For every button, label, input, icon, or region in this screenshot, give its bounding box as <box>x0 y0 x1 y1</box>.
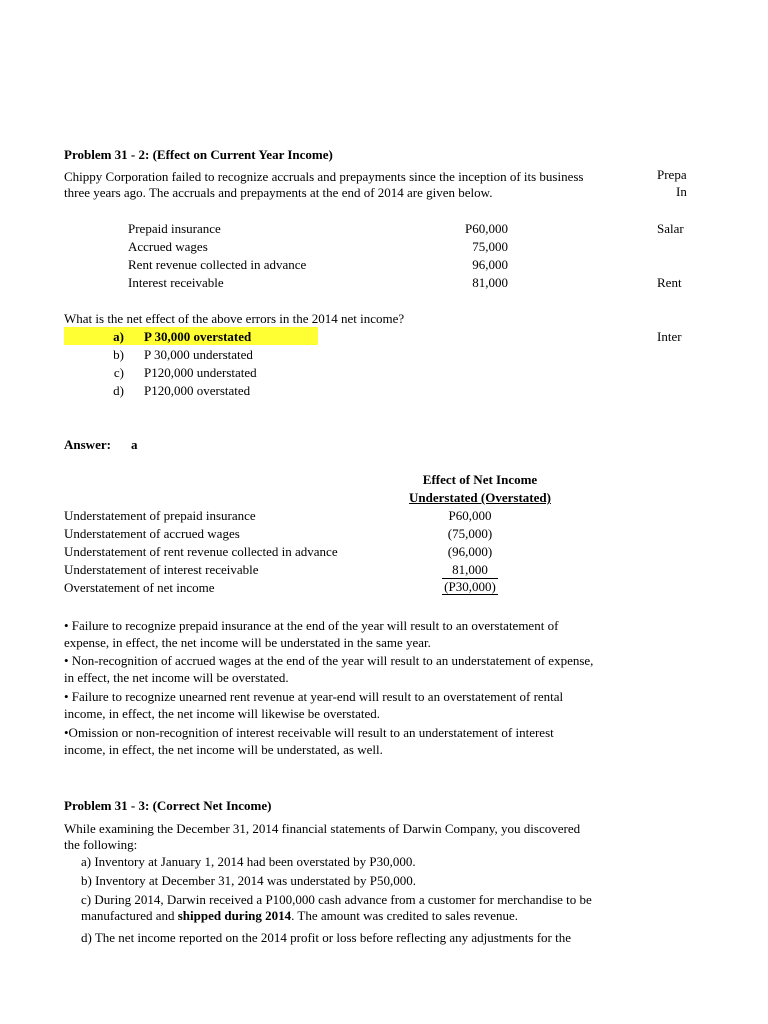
side-text: Inter <box>657 329 682 344</box>
choice-text: P120,000 overstated <box>144 383 251 398</box>
table-row-label: Understatement of rent revenue collected in advance <box>64 544 338 559</box>
item-value: 75,000 <box>472 239 508 254</box>
table-row-value: P60,000 <box>448 508 492 523</box>
problem-3-intro-line1: While examining the December 31, 2014 financial statements of Darwin Company, you discovered <box>64 821 581 836</box>
item-value: 81,000 <box>472 275 508 290</box>
table-row-label: Understatement of interest receivable <box>64 562 259 577</box>
table-row-label: Understatement of accrued wages <box>64 526 240 541</box>
table-row-label: Understatement of prepaid insurance <box>64 508 256 523</box>
item-label: Accrued wages <box>128 239 208 254</box>
item-label: Interest receivable <box>128 275 224 290</box>
item-label: Rent revenue collected in advance <box>128 257 307 272</box>
answer-value: a <box>131 437 138 452</box>
explanation-line: expense, in effect, the net income will be understated in the same year. <box>64 635 431 650</box>
problem-2-title: Problem 31 - 2: (Effect on Current Year Income) <box>64 147 333 162</box>
explanation-line: • Non-recognition of accrued wages at the end of the year will result to an understatement of expense, <box>64 653 594 668</box>
problem-3-intro-line2: the following: <box>64 837 138 852</box>
item-value: P60,000 <box>465 221 508 236</box>
item-label: Prepaid insurance <box>128 221 221 236</box>
table-row-value: (96,000) <box>447 544 493 559</box>
problem-3-item-c-line2: manufactured and shipped during 2014. The amount was credited to sales revenue. <box>81 908 518 923</box>
explanation-line: income, in effect, the net income will likewise be overstated. <box>64 706 380 721</box>
explanation-line: •Omission or non-recognition of interest receivable will result to an understatement of interest <box>64 725 554 740</box>
question-text: What is the net effect of the above errors in the 2014 net income? <box>64 311 405 326</box>
item-value: 96,000 <box>472 257 508 272</box>
problem-2-intro-line1: Chippy Corporation failed to recognize accruals and prepayments since the inception of its business <box>64 169 584 184</box>
problem-3-item-c-line1: c) During 2014, Darwin received a P100,000 cash advance from a customer for merchandise to be <box>81 892 592 907</box>
problem-2-intro-line2: three years ago. The accruals and prepayments at the end of 2014 are given below. <box>64 185 493 200</box>
table-total-value: (P30,000) <box>444 579 496 594</box>
problem-3-item-d: d) The net income reported on the 2014 profit or loss before reflecting any adjustments for the <box>81 930 572 945</box>
answer-label: Answer: <box>64 437 111 452</box>
explanation-line: • Failure to recognize prepaid insurance at the end of the year will result to an overstatement of <box>64 618 559 633</box>
explanation-line: income, in effect, the net income will be understated, as well. <box>64 742 383 757</box>
choice-letter: b) <box>113 347 124 362</box>
problem-3-item-a: a) Inventory at January 1, 2014 had been overstated by P30,000. <box>81 854 416 869</box>
side-text: In <box>676 184 687 199</box>
choice-letter: d) <box>113 383 124 398</box>
choice-letter: c) <box>113 365 124 380</box>
table-row-value: (75,000) <box>447 526 493 541</box>
explanation-line: • Failure to recognize unearned rent revenue at year-end will result to an overstatement of rental <box>64 689 564 704</box>
side-text: Rent <box>657 275 682 290</box>
table-row-value: 81,000 <box>452 562 488 577</box>
side-text: Prepa <box>657 167 687 182</box>
choice-text: P 30,000 overstated <box>144 329 252 344</box>
side-text: Salar <box>657 221 684 236</box>
table-header-line1: Effect of Net Income <box>422 472 538 487</box>
choice-text: P 30,000 understated <box>144 347 253 362</box>
problem-3-item-b: b) Inventory at December 31, 2014 was understated by P50,000. <box>81 873 417 888</box>
table-total-label: Overstatement of net income <box>64 580 215 595</box>
explanation-line: in effect, the net income will be overstated. <box>64 670 289 685</box>
choice-text: P120,000 understated <box>144 365 257 380</box>
problem-3-title: Problem 31 - 3: (Correct Net Income) <box>64 798 272 813</box>
choice-letter: a) <box>113 329 124 344</box>
table-header-line2: Understated (Overstated) <box>409 490 551 505</box>
